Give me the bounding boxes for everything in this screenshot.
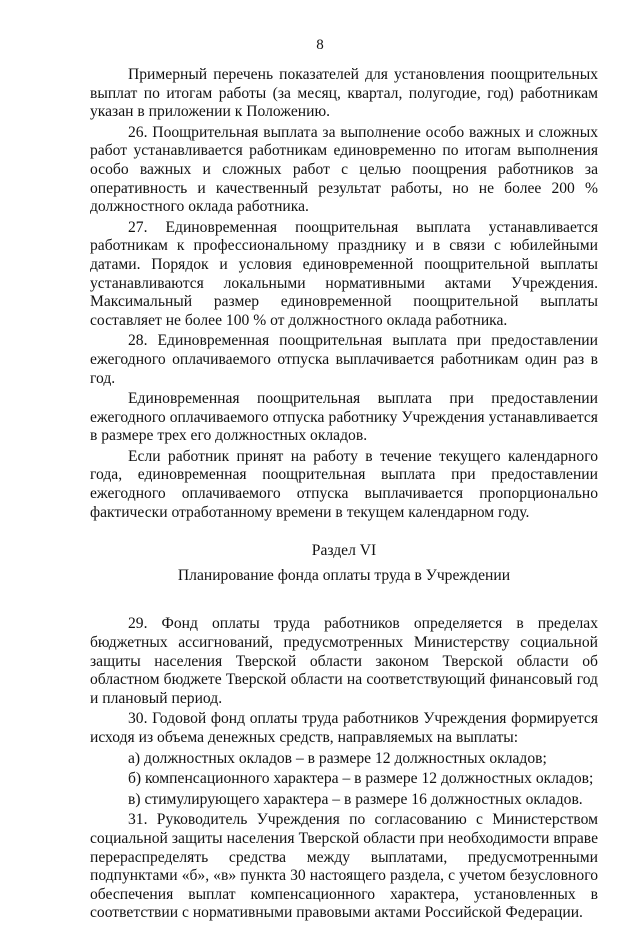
list-item-a: а) должностных окладов – в размере 12 должностных окладов; — [128, 749, 547, 767]
page-number: 8 — [316, 37, 324, 53]
paragraph-26: 26. Поощрительная выплата за выполнение особо важных и сложных работ устанавливается работникам единовременно по итогам выполнения особо важных и сложных работ с целью поощрения работников за оперативность и качественный результат работы, но не более 200 % должностного оклада работника. — [90, 123, 598, 216]
paragraph-27: 27. Единовременная поощрительная выплата устанавливается работникам к профессиональному празднику и в связи с юбилейными датами. Порядок и условия единовременной поощрительной выплаты устанавливаются локальными нормативными актами Учреждения. Максимальный размер единовременной поощрительной выплаты составляет не более 100 % от должностного оклада работника. — [90, 218, 598, 329]
paragraph-28-amount: Единовременная поощрительная выплата при предоставлении ежегодного оплачиваемого отпуска работнику Учреждения устанавливается в размере трех его должностных окладов. — [90, 390, 598, 445]
section-label: Раздел VI — [311, 542, 377, 560]
paragraph-28-proportional: Если работник принят на работу в течение текущего календарного года, единовременная поощрительная выплата при предоставлении ежегодного оплачиваемого отпуска выплачивается пропорционально фактически отработанному времени в текущем календарном году. — [90, 447, 598, 521]
list-item-b: б) компенсационного характера – в размере 12 должностных окладов; — [128, 770, 594, 788]
paragraph-28: 28. Единовременная поощрительная выплата при предоставлении ежегодного оплачиваемого отпуска выплачивается работникам один раз в год. — [90, 332, 598, 387]
paragraph-indicators: Примерный перечень показателей для установления поощрительных выплат по итогам работы (за месяц, квартал, полугодие, год) работникам указан в приложении к Положению. — [90, 66, 598, 121]
section-title: Планирование фонда оплаты труда в Учреждении — [177, 566, 511, 584]
list-item-c: в) стимулирующего характера – в размере 16 должностных окладов. — [128, 790, 583, 808]
paragraph-31: 31. Руководитель Учреждения по согласованию с Министерством социальной защиты населения Тверской области при необходимости вправе перераспределять средства между выплатами, предусмотренными подпунктами «б», «в» пункта 30 настоящего раздела, с учетом безусловного обеспечения выплат компенсационного характера, установленных в соответствии с нормативными правовыми актами Российской Федерации. — [90, 811, 598, 922]
paragraph-29: 29. Фонд оплаты труда работников определяется в пределах бюджетных ассигнований, предусмотренных Министерству социальной защиты населения Тверской области законом Тверской области об областном бюджете Тверской области на соответствующий финансовый год и плановый период. — [90, 615, 598, 707]
document-body — [90, 66, 598, 925]
paragraph-30: 30. Годовой фонд оплаты труда работников Учреждения формируется исходя из объема денежных средств, направляемых на выплаты: — [90, 710, 598, 746]
